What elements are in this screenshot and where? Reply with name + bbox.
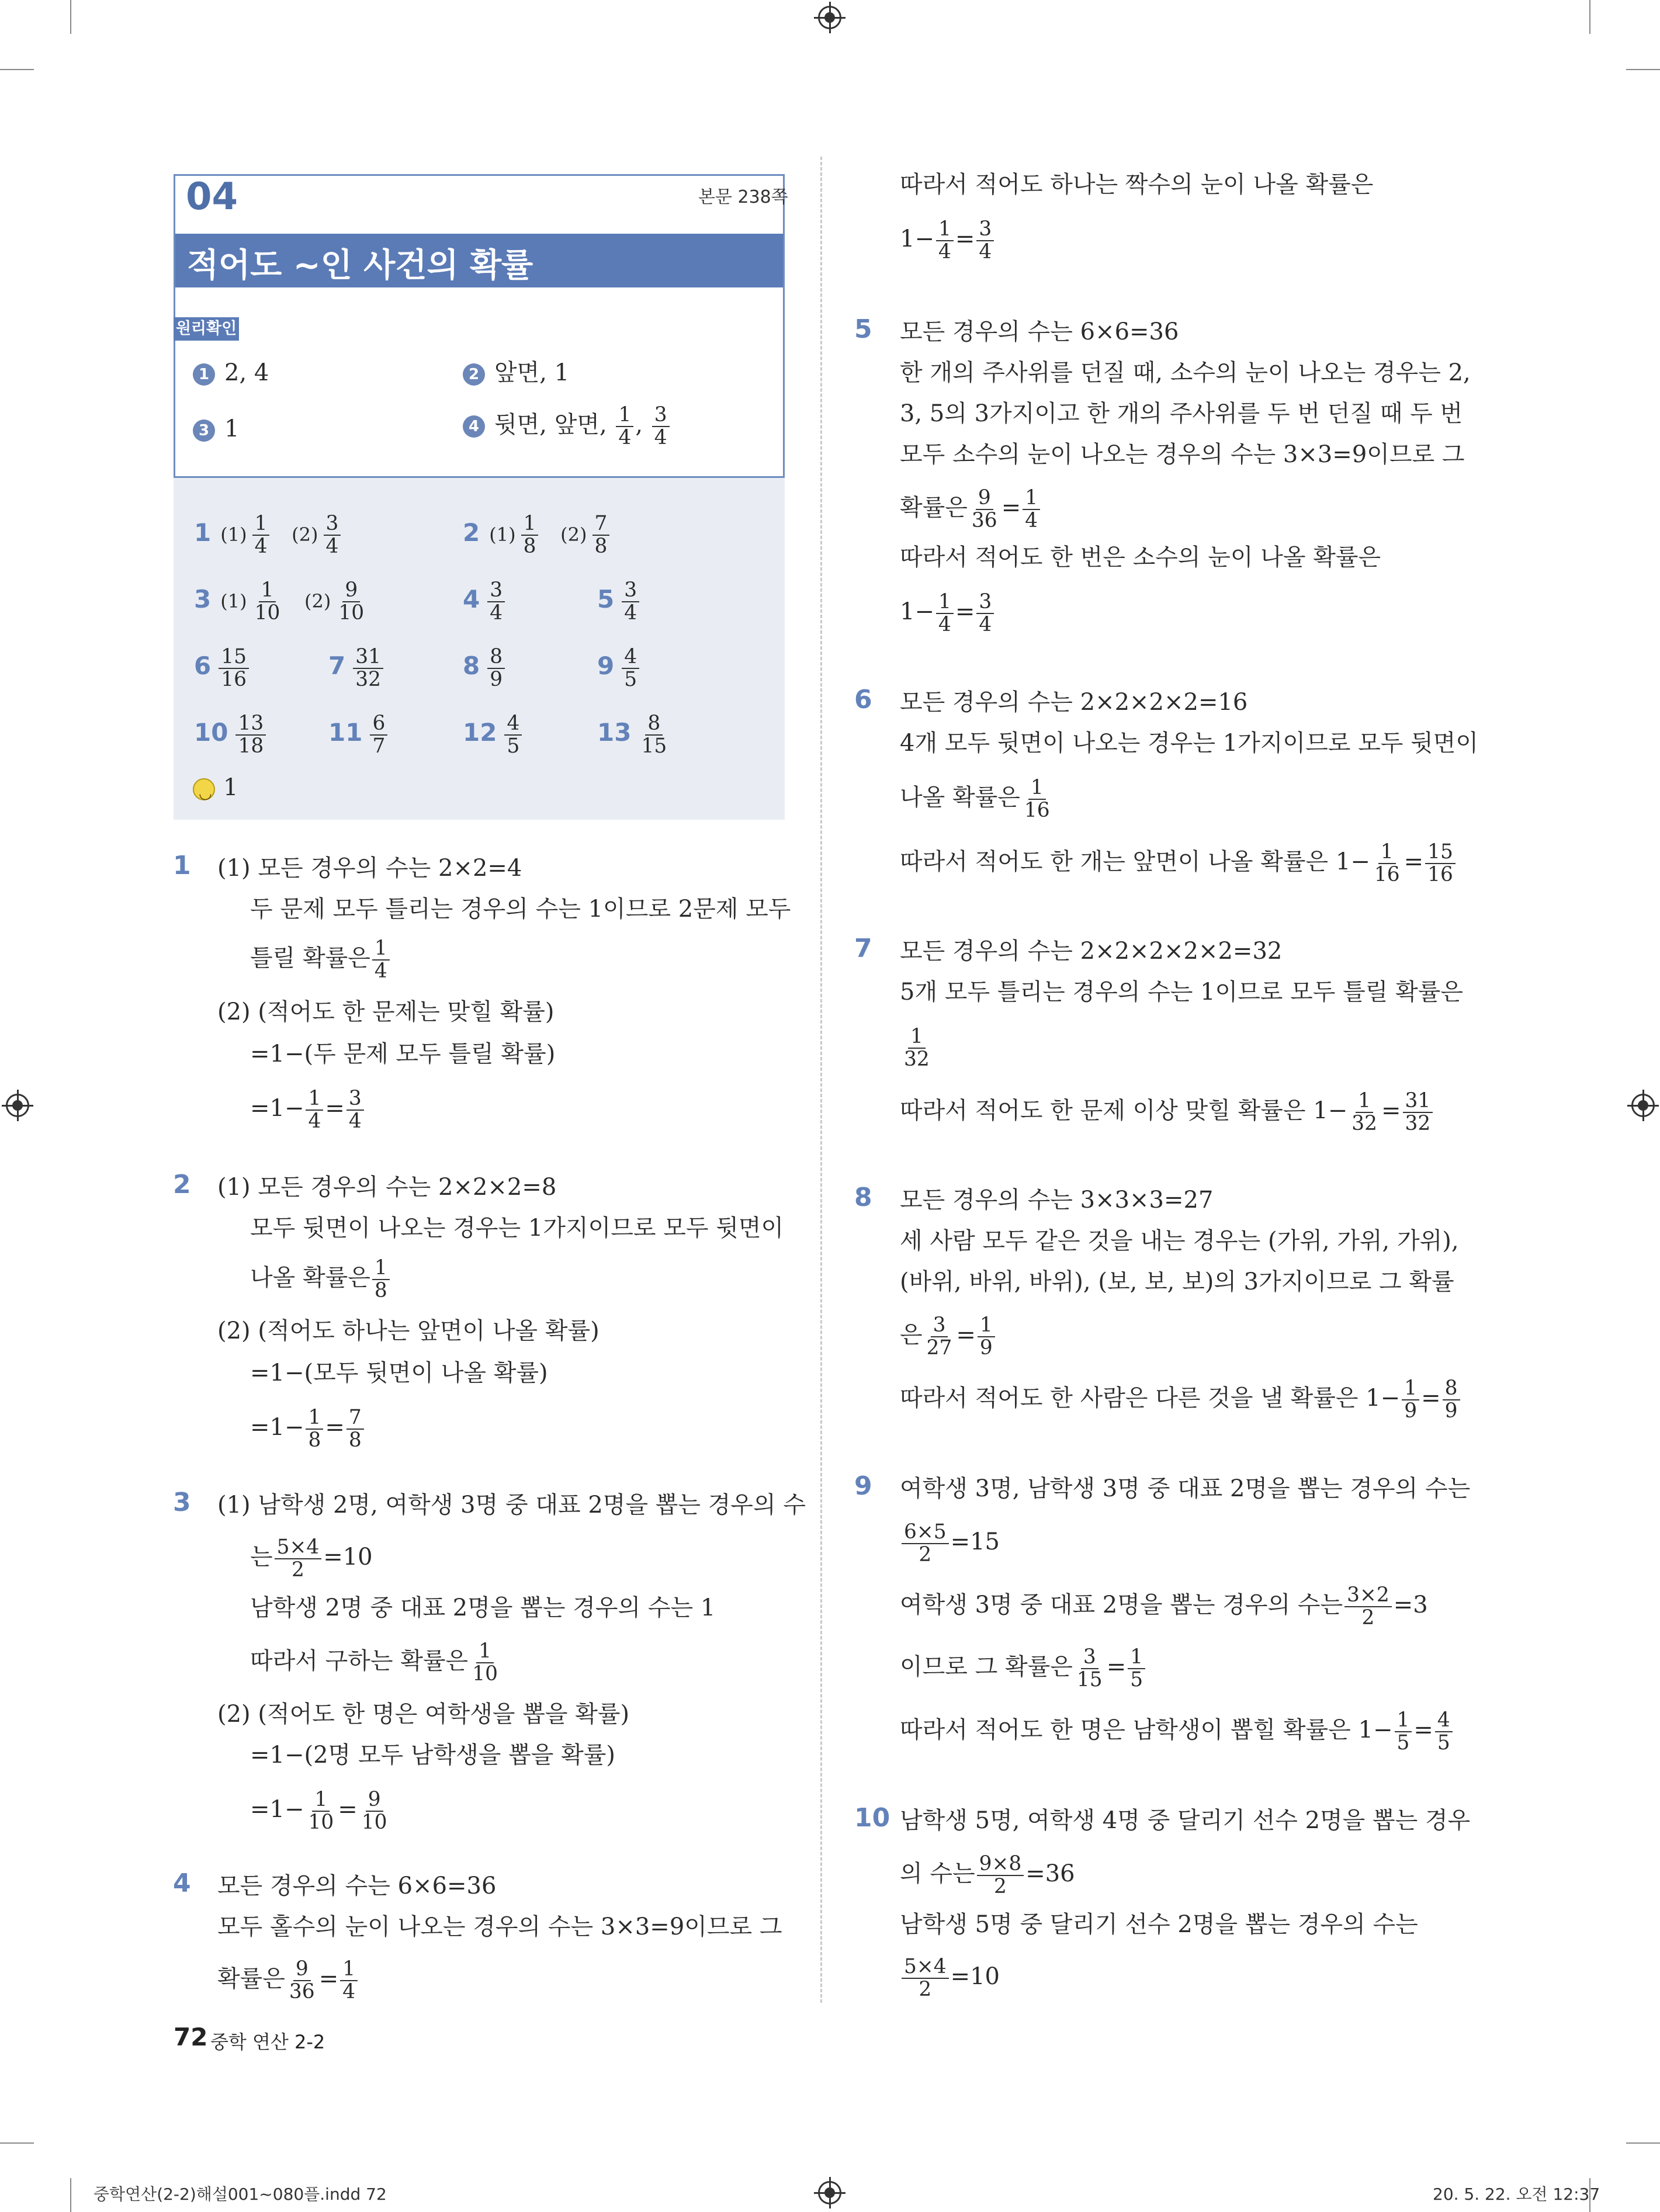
problem-number: 10 [854,1803,890,1833]
solution-line: 남학생 5명, 여학생 4명 중 달리기 선수 2명을 뽑는 경우 [900,1807,1471,1834]
problem-number: 7 [854,934,872,963]
registration-mark-icon [1631,1094,1655,1117]
principle-item-2: 2 앞면, 1 [463,356,569,389]
answer-item: 13 $\frac{8}{15}$ [597,712,667,758]
solution-line: 모든 경우의 수는 3×3×3=27 [900,1187,1214,1214]
solution-line: 1− $\frac{1}{4}$ = $\frac{3}{4}$ [900,219,996,263]
book-title: 중학 연산 2-2 [210,2031,325,2053]
problem-number: 1 [173,851,191,880]
solution-line: 은 $\frac{3}{27}$ = $\frac{1}{9}$ [900,1315,997,1359]
answer-item: 5 $\frac{3}{4}$ [597,580,641,624]
solution-line: =1−(모두 뒷면이 나올 확률) [250,1360,548,1386]
solution-line: (2) (적어도 한 문제는 맞힐 확률) [217,998,555,1025]
solution-line: 세 사람 모두 같은 것을 내는 경우는 (가위, 가위, 가위), [900,1228,1459,1254]
solution-line: 모든 경우의 수는 2×2×2×2×2=32 [900,938,1283,965]
solution-line: 모두 홀수의 눈이 나오는 경우의 수는 3×3=9이므로 그 [217,1913,782,1940]
problem-number: 3 [173,1488,191,1517]
solution-line: (바위, 바위, 바위), (보, 보, 보)의 3가지이므로 그 확률 [900,1268,1454,1295]
solution-line: 두 문제 모두 틀리는 경우의 수는 1이므로 2문제 모두 [250,896,791,923]
section-title: 적어도 ~인 사건의 확률 [187,247,533,285]
answer-item: 6 $\frac{15}{16}$ [194,646,251,691]
solution-line: =1− $\frac{1}{8}$ = $\frac{7}{8}$ [250,1407,366,1451]
answer-item: 10 $\frac{13}{18}$ [194,713,268,757]
solution-line: $\frac{1}{32}$ [904,1025,930,1072]
solution-line: 의 수는 $\frac{9\times 8}{2}$ =36 [900,1852,1075,1899]
problem-number: 5 [854,314,872,344]
solution-line: 모든 경우의 수는 6×6=36 [217,1873,497,1899]
problem-number: 9 [854,1471,872,1501]
page-reference: 본문 238쪽 [698,187,788,207]
solution-line: =1− $\frac{1}{4}$ = $\frac{3}{4}$ [250,1088,366,1132]
date-slug: 20. 5. 22. 오전 12:37 [1433,2185,1600,2204]
problem-number: 6 [854,685,872,715]
solution-line: =1−(2명 모두 남학생을 뽑을 확률) [250,1742,616,1769]
solution-line: 따라서 구하는 확률은 $\frac{1}{10}$ [250,1639,498,1686]
file-slug: 중학연산(2-2)해설001~080플.indd 72 [93,2185,387,2204]
solution-line: 모든 경우의 수는 6×6=36 [900,318,1179,345]
solution-line: (1) 모든 경우의 수는 2×2=4 [217,855,522,882]
principle-tag: 원리확인 [174,317,239,341]
fraction: $\frac{1}{4}$ [616,404,633,449]
crop-mark [0,69,34,70]
problem-number: 4 [173,1868,191,1898]
solution-line: 이므로 그 확률은 $\frac{3}{15}$ = $\frac{1}{5}$ [900,1646,1147,1691]
bonus-answer: ◡1 [193,770,238,805]
section-number: 04 [186,175,238,219]
registration-mark-icon [6,1094,29,1117]
problem-number: 2 [173,1170,191,1199]
solution-line: 모두 소수의 눈이 나오는 경우의 수는 3×3=9이므로 그 [900,441,1465,468]
solution-line: =1− $\frac{1}{10}$ = $\frac{9}{10}$ [250,1788,387,1835]
solution-line: 남학생 2명 중 대표 2명을 뽑는 경우의 수는 1 [250,1594,716,1621]
circle-number-icon: 4 [463,415,485,438]
solution-line: 따라서 적어도 한 번은 소수의 눈이 나올 확률은 [900,544,1381,571]
solution-line: 3, 5의 3가지이고 한 개의 주사위를 두 번 던질 때 두 번 [900,400,1463,427]
solution-line: 따라서 적어도 한 개는 앞면이 나올 확률은 1− $\frac{1}{16}$ = $\frac{15}{16}$ [900,841,1457,886]
crop-mark [0,2142,34,2144]
answer-item: 8 $\frac{8}{9}$ [463,646,507,691]
crop-mark [1626,69,1660,70]
solution-line: 모든 경우의 수는 2×2×2×2=16 [900,689,1248,716]
solution-line: =1−(두 문제 모두 틀릴 확률) [250,1041,556,1067]
solution-line: 남학생 5명 중 달리기 선수 2명을 뽑는 경우의 수는 [900,1911,1418,1938]
answer-item: 11 $\frac{6}{7}$ [328,713,389,757]
fraction: $\frac{3}{4}$ [652,404,670,449]
solution-line: (1) 모든 경우의 수는 2×2×2=8 [217,1174,557,1201]
registration-mark-icon [818,6,841,29]
principle-item-1: 1 2, 4 [193,356,269,389]
problem-number: 8 [854,1183,872,1212]
answer-item: 12 $\frac{4}{5}$ [463,713,524,757]
solution-line: $\frac{5\times 4}{2}$ =10 [900,1956,1000,2000]
crop-mark [1589,0,1590,34]
registration-mark-icon [818,2181,841,2204]
solution-line: 틀릴 확률은 $\frac{1}{4}$ [250,938,391,982]
solution-line: 확률은 $\frac{9}{36}$ = $\frac{1}{4}$ [217,1958,359,2003]
solution-line: 4개 모두 뒷면이 나오는 경우는 1가지이므로 모두 뒷면이 [900,730,1478,757]
solution-line: (2) (적어도 한 명은 여학생을 뽑을 확률) [217,1701,630,1728]
answer-item: 1 (1) $\frac{1}{4}$ (2) $\frac{3}{4}$ [194,513,342,557]
solution-line: 여학생 3명 중 대표 2명을 뽑는 경우의 수는 $\frac{3\times 2}{2}$ =3 [900,1583,1428,1630]
solution-line: 모두 뒷면이 나오는 경우는 1가지이므로 모두 뒷면이 [250,1215,784,1242]
solution-line: 확률은 $\frac{9}{36}$ = $\frac{1}{4}$ [900,487,1042,532]
crop-mark [1626,2142,1660,2144]
principle-item-4: 4 뒷면, 앞면, $\frac{1}{4}$ , $\frac{3}{4}$ [463,404,671,449]
solution-line: 따라서 적어도 하나는 짝수의 눈이 나올 확률은 [900,171,1374,198]
circle-number-icon: 2 [463,363,485,386]
answer-item: 3 (1) $\frac{1}{10}$ (2) $\frac{9}{10}$ [194,578,365,625]
answer-item: 7 $\frac{31}{32}$ [328,646,385,691]
solution-line: 한 개의 주사위를 던질 때, 소수의 눈이 나오는 경우는 2, [900,359,1471,386]
solution-line: (1) 남학생 2명, 여학생 3명 중 대표 2명을 뽑는 경우의 수 [217,1492,806,1518]
solution-line: 따라서 적어도 한 명은 남학생이 뽑힐 확률은 1− $\frac{1}{5}$ = $\frac{4}{5}$ [900,1710,1454,1754]
solution-line: $\frac{6\times 5}{2}$ =15 [900,1521,1000,1566]
solution-line: 따라서 적어도 한 문제 이상 맞힐 확률은 1− $\frac{1}{32}$ = $\frac{31}{32}$ [900,1090,1434,1135]
circle-number-icon: 3 [193,419,215,442]
circle-number-icon: 1 [193,363,215,386]
smiley-icon [193,778,215,800]
solution-line: 따라서 적어도 한 사람은 다른 것을 낼 확률은 1− $\frac{1}{9}$ = $\frac{8}{9}$ [900,1378,1462,1422]
answer-item: 9 $\frac{4}{5}$ [597,646,641,691]
crop-mark [70,0,71,34]
page-number: 72 [174,2023,208,2051]
column-divider [820,157,822,2003]
solution-line: (2) (적어도 하나는 앞면이 나올 확률) [217,1318,599,1344]
solution-line: 1− $\frac{1}{4}$ = $\frac{3}{4}$ [900,591,996,636]
solution-line: 는 $\frac{5\times 4}{2}$ =10 [250,1535,373,1582]
solution-line: 나올 확률은 $\frac{1}{8}$ [250,1257,391,1302]
answer-item: 2 (1) $\frac{1}{8}$ (2) $\frac{7}{8}$ [463,513,611,557]
solution-line: 5개 모두 틀리는 경우의 수는 1이므로 모두 틀릴 확률은 [900,979,1464,1006]
crop-mark [70,2178,71,2212]
principle-item-3: 3 1 [193,412,239,445]
solution-line: 나올 확률은 $\frac{1}{16}$ [900,776,1050,823]
solution-line: 여학생 3명, 남학생 3명 중 대표 2명을 뽑는 경우의 수는 [900,1475,1471,1502]
answer-item: 4 $\frac{3}{4}$ [463,580,507,624]
